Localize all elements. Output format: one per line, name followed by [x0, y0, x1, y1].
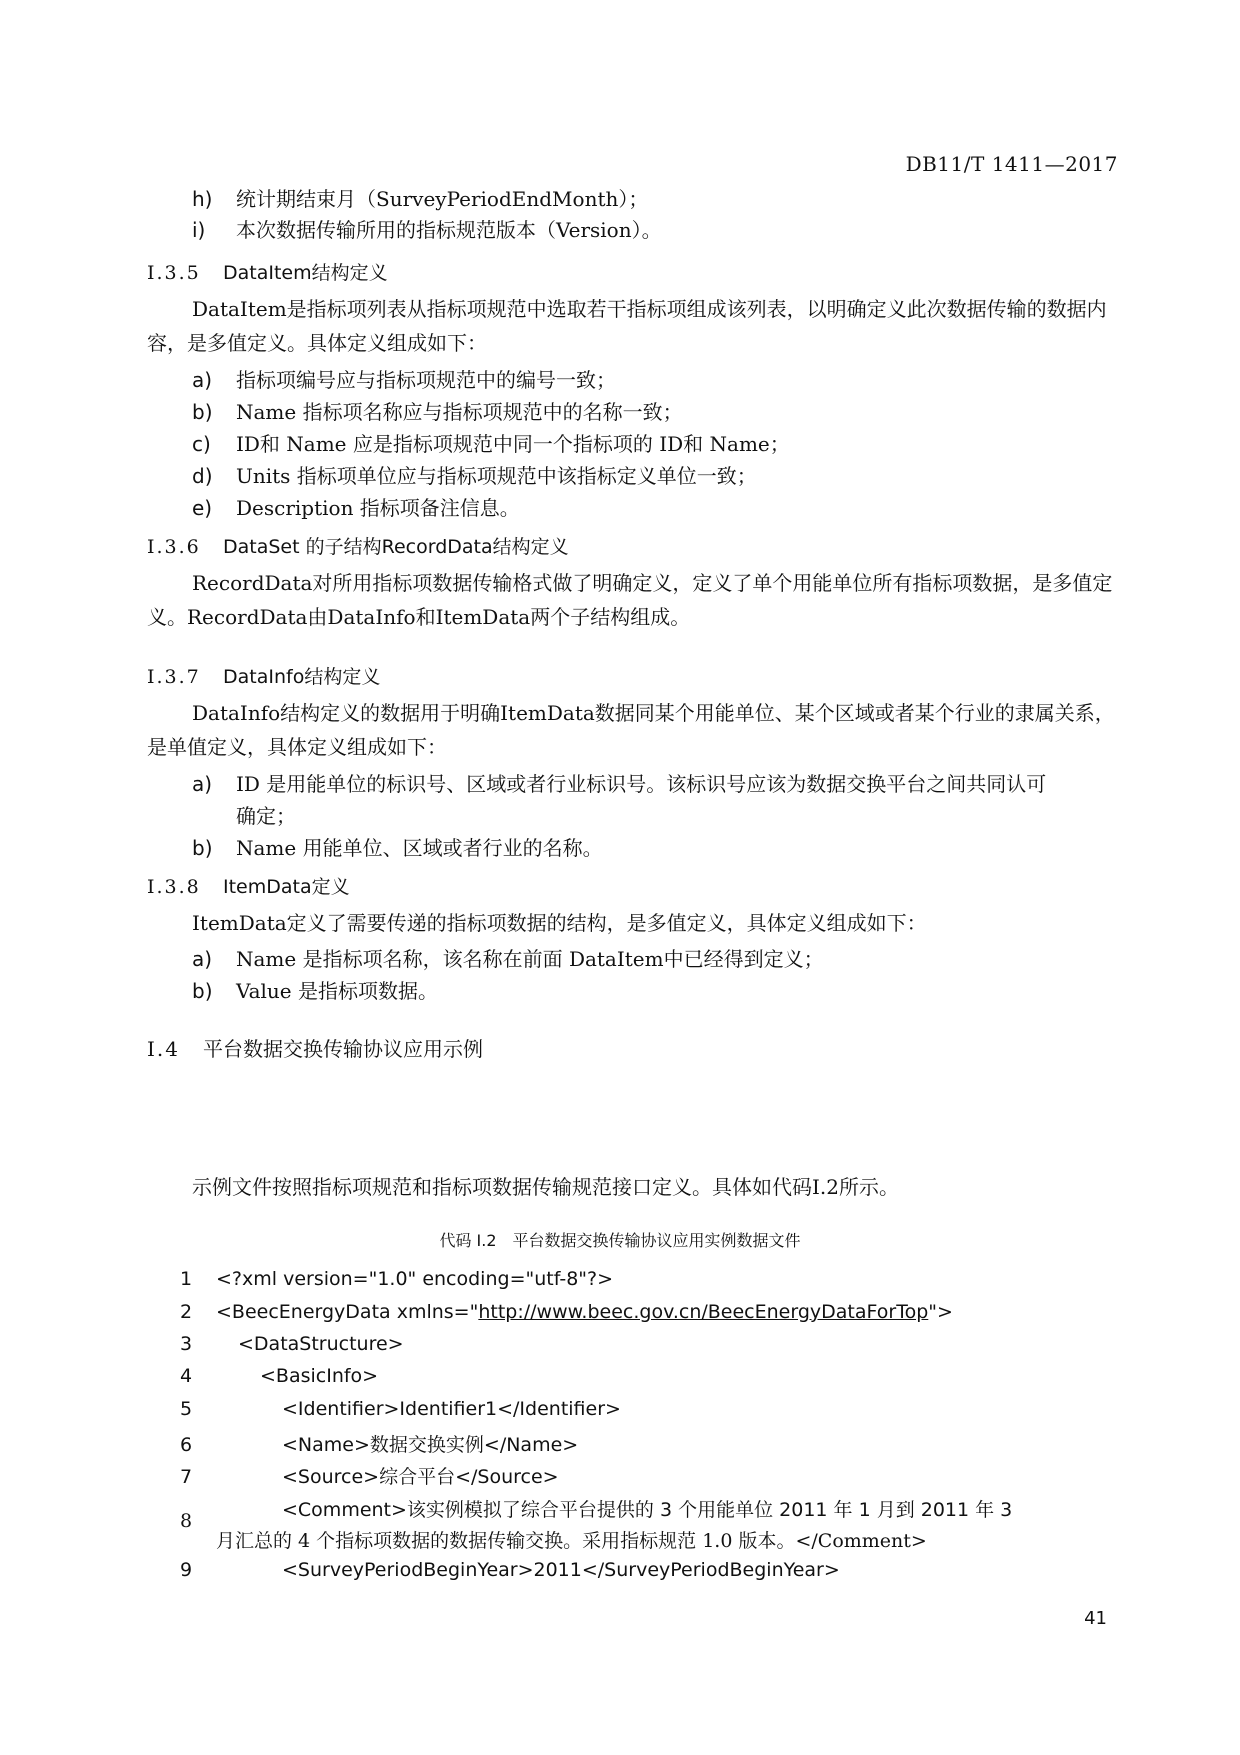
section-heading: [147, 532, 569, 559]
line-number: 4: [180, 1365, 193, 1387]
section-number: I.3.6: [147, 536, 201, 558]
section-number: I.4: [147, 1037, 180, 1061]
code-text: <DataStructure>: [238, 1333, 404, 1355]
code-line: [180, 1495, 1012, 1522]
code-text: <BasicInfo>: [260, 1365, 379, 1387]
code-text: <Comment>该实例模拟了综合平台提供的 3 个用能单位 2011 年 1 月到 2011 年 3: [282, 1499, 1013, 1521]
code-text: <Identifier>Identifier1</Identifier>: [282, 1398, 621, 1420]
section-number: I.3.7: [147, 666, 201, 688]
line-number: 1: [180, 1268, 193, 1290]
list-text: Units 指标项单位应与指标项规范中该指标定义单位一致；: [236, 464, 757, 488]
list-item: [192, 364, 616, 393]
code-caption: 代码 I.2 平台数据交换传输协议应用实例数据文件: [439, 1231, 801, 1250]
paragraph: ItemData定义了需要传递的指标项数据的结构，是多值定义，具体定义组成如下：: [192, 911, 927, 935]
document-number: DB11/T 1411—2017: [905, 152, 1118, 176]
list-label: e): [192, 496, 213, 520]
page-number: 41: [1084, 1608, 1107, 1629]
list-item: [192, 975, 438, 1004]
list-text: ID 是用能单位的标识号、区域或者行业标识号。该标识号应该为数据交换平台之间共同认可: [236, 772, 1047, 796]
list-item: [192, 832, 603, 861]
line-number: 7: [180, 1466, 193, 1488]
list-text: Name 用能单位、区域或者行业的名称。: [236, 836, 603, 860]
list-label: b): [192, 979, 213, 1003]
section-heading: [147, 258, 388, 285]
list-text: Description 指标项备注信息。: [236, 496, 520, 520]
code-text: <SurveyPeriodBeginYear>2011</SurveyPeriodBeginYear>: [282, 1559, 840, 1581]
line-number: 2: [180, 1301, 193, 1323]
list-item: [192, 214, 662, 243]
list-item: [192, 183, 648, 212]
code-line: [180, 1462, 559, 1489]
paragraph: DataInfo结构定义的数据用于明确ItemData数据同某个用能单位、某个区域或者某个行业的隶属关系，是单值定义，具体定义组成如下：: [147, 701, 1115, 759]
list-item: [192, 943, 824, 972]
section-title: 平台数据交换传输协议应用示例: [203, 1037, 483, 1061]
list-label: d): [192, 464, 213, 488]
code-line: [180, 1365, 378, 1387]
list-item: [192, 460, 757, 489]
list-text: 本次数据传输所用的指标规范版本（Version）。: [236, 218, 662, 242]
line-number: 6: [180, 1434, 193, 1456]
list-text: Value 是指标项数据。: [236, 979, 439, 1003]
paragraph: DataItem是指标项列表从指标项规范中选取若干指标项组成该列表，以明确定义此次数据传输的数据内容，是多值定义。具体定义组成如下：: [147, 297, 1107, 355]
list-label: h): [192, 187, 213, 211]
list-label: i): [192, 218, 206, 242]
section-title: ItemData定义: [223, 876, 350, 898]
list-text: ID和 Name 应是指标项规范中同一个指标项的 ID和 Name；: [236, 432, 790, 456]
code-line: [180, 1430, 578, 1457]
section-heading: [147, 662, 380, 689]
list-label: b): [192, 836, 213, 860]
list-text: Name 指标项名称应与指标项规范中的名称一致；: [236, 400, 683, 424]
list-label: a): [192, 772, 213, 796]
list-label: c): [192, 432, 211, 456]
line-number: 5: [180, 1398, 193, 1420]
list-text-continued: 确定；: [236, 804, 296, 828]
list-label: a): [192, 947, 213, 971]
paragraph: RecordData对所用指标项数据传输格式做了明确定义，定义了单个用能单位所有指标项数据，是多值定义。RecordData由DataInfo和ItemData两个子结构组成。: [147, 571, 1113, 629]
namespace-link[interactable]: http://www.beec.gov.cn/BeecEnergyDataForTop: [478, 1301, 929, 1323]
list-label: a): [192, 368, 213, 392]
section-title: DataInfo结构定义: [223, 666, 381, 688]
code-text: <Source>综合平台</Source>: [282, 1466, 559, 1488]
code-text-continued: 月汇总的 4 个指标项数据的数据传输交换。采用指标规范 1.0 版本。</Comment>: [216, 1530, 927, 1552]
code-line: [180, 1333, 404, 1355]
list-text: Name 是指标项名称，该名称在前面 DataItem中已经得到定义；: [236, 947, 824, 971]
section-title: DataSet 的子结构RecordData结构定义: [223, 536, 569, 558]
section-title: DataItem结构定义: [223, 262, 388, 284]
code-text: <BeecEnergyData xmlns=": [216, 1301, 479, 1323]
code-text: ">: [928, 1301, 953, 1323]
section-number: I.3.8: [147, 876, 201, 898]
paragraph: 示例文件按照指标项规范和指标项数据传输规范接口定义。具体如代码I.2所示。: [192, 1175, 899, 1199]
section-heading: [147, 872, 350, 899]
line-number: 9: [180, 1559, 193, 1581]
code-text: <Name>数据交换实例</Name>: [282, 1434, 579, 1456]
line-number: 8: [180, 1510, 193, 1532]
code-line: [180, 1268, 613, 1290]
line-number: 3: [180, 1333, 193, 1355]
code-text: <?xml version="1.0" encoding="utf-8"?>: [216, 1268, 614, 1290]
list-label: b): [192, 400, 213, 424]
list-item: [192, 492, 520, 521]
section-heading: [147, 1033, 483, 1062]
list-item: [192, 768, 1046, 797]
section-number: I.3.5: [147, 262, 201, 284]
list-item: [192, 428, 790, 457]
code-line: [180, 1301, 953, 1323]
list-text: 统计期结束月（SurveyPeriodEndMonth）；: [236, 187, 649, 211]
code-line: [180, 1398, 621, 1420]
code-line: [180, 1559, 840, 1581]
list-text: 指标项编号应与指标项规范中的编号一致；: [236, 368, 616, 392]
list-item: [192, 396, 683, 425]
